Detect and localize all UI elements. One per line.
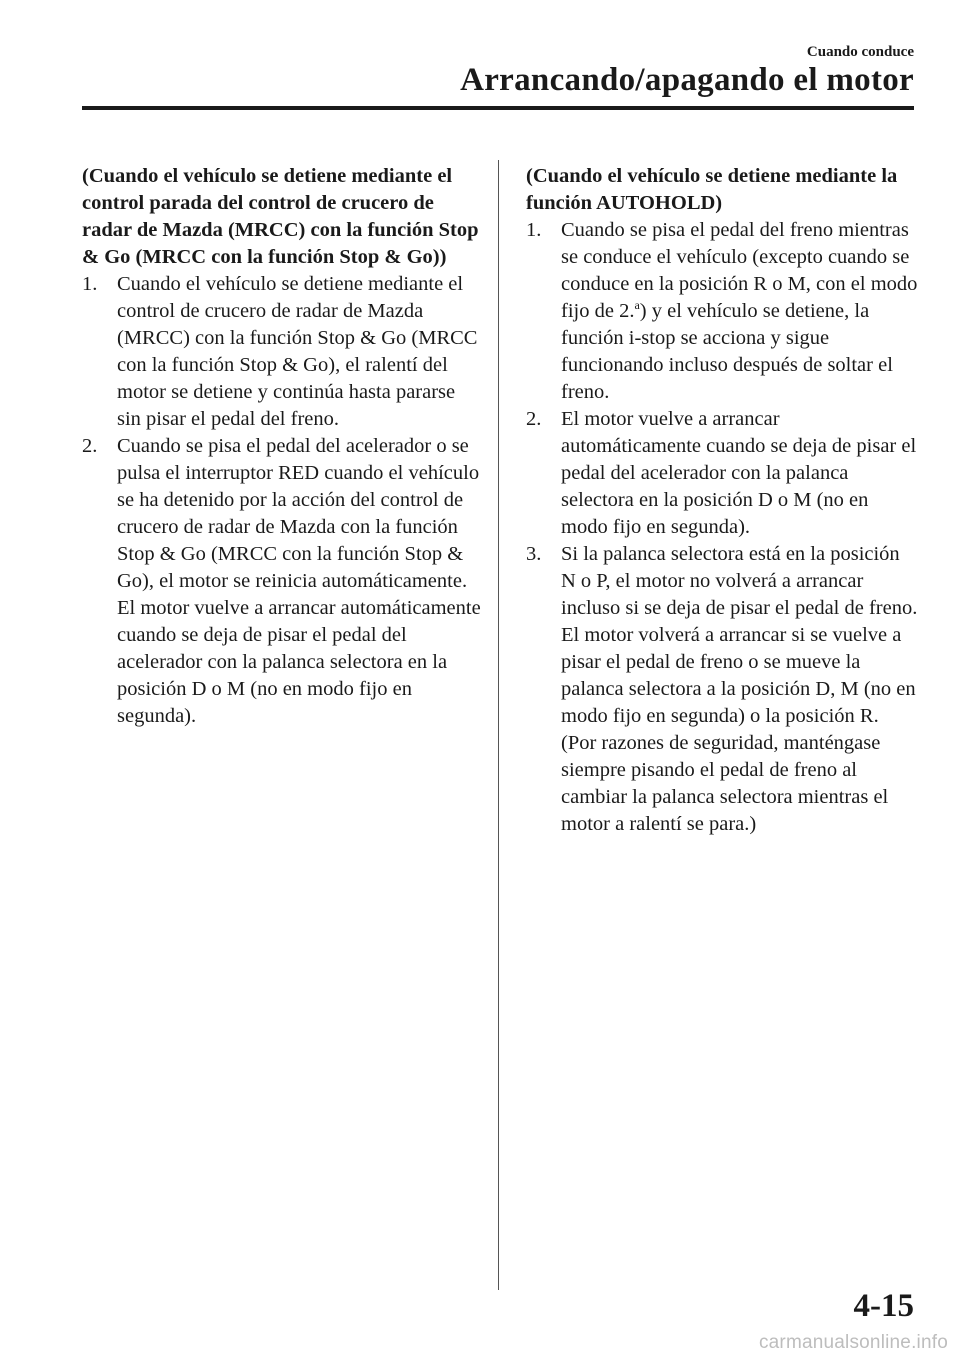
watermark: carmanualsonline.info — [758, 1332, 948, 1353]
list-item — [82, 271, 482, 433]
left-heading: (Cuando el vehículo se detiene mediante el control parada del control de crucero de radar de Mazda (MRCC) con la función Stop & Go (MRCC con la función Stop & Go)) — [82, 165, 479, 268]
right-list — [526, 217, 918, 838]
list-item-text — [561, 219, 917, 403]
list-item-number: 3. — [526, 543, 542, 565]
left-column — [82, 163, 482, 730]
column-divider — [498, 160, 499, 1290]
list-item-number: 2. — [82, 435, 98, 457]
left-list — [82, 271, 482, 730]
right-column — [526, 163, 918, 838]
page-number: 4-15 — [853, 1288, 914, 1324]
list-item — [526, 406, 918, 541]
list-item-text: Cuando el vehículo se detiene mediante el control de crucero de radar de Mazda (MRCC) con la función Stop & Go (MRCC con la función Stop & Go), el ralentí del motor se detiene y continúa hasta pararse sin pisar el pedal del freno. — [117, 273, 478, 430]
list-item-text-part: ) y el vehículo se detiene, la función i-stop se acciona y sigue funcionando incluso después de soltar el freno. — [561, 300, 893, 403]
list-item-text: El motor vuelve a arrancar automáticamente cuando se deja de pisar el pedal del acelerador con la palanca selectora en la posición D o M (no en modo fijo en segunda). — [561, 408, 917, 538]
page-title: Arrancando/apagando el motor — [460, 62, 914, 98]
list-item — [526, 217, 918, 406]
list-item-text: Cuando se pisa el pedal del acelerador o se pulsa el interruptor RED cuando el vehículo se ha detenido por la acción del control de crucero de radar de Mazda con la función Stop & Go (MRCC con la función Stop & Go), el motor se reinicia automáticamente. El motor vuelve a arrancar automáticamente cuando se deja de pisar el pedal del acelerador con la palanca selectora en la posición D o M (no en modo fijo en segunda). — [117, 435, 481, 727]
superscript-a: a — [634, 298, 640, 313]
header-rule — [82, 106, 914, 110]
section-label: Cuando conduce — [806, 44, 914, 60]
list-item-number: 1. — [526, 219, 542, 241]
list-item-number: 1. — [82, 273, 98, 295]
list-item-number: 2. — [526, 408, 542, 430]
list-item-text-part: Cuando se pisa el pedal del freno mientras se conduce el vehículo (excepto cuando se conduce en la posición R o M, con el modo fijo de 2. — [561, 219, 918, 322]
list-item — [82, 433, 482, 730]
list-item-text: Si la palanca selectora está en la posición N o P, el motor no volverá a arrancar incluso si se deja de pisar el pedal de freno. El motor volverá a arrancar si se vuelve a pisar el pedal de freno o se mueve la palanca selectora a la posición D, M (no en modo fijo en segunda) o la posición R. (Por razones de seguridad, manténgase siempre pisando el pedal de freno al cambiar la palanca selectora mientras el motor a ralentí se para.) — [561, 543, 918, 835]
list-item — [526, 541, 918, 838]
right-heading: (Cuando el vehículo se detiene mediante la función AUTOHOLD) — [526, 165, 898, 214]
